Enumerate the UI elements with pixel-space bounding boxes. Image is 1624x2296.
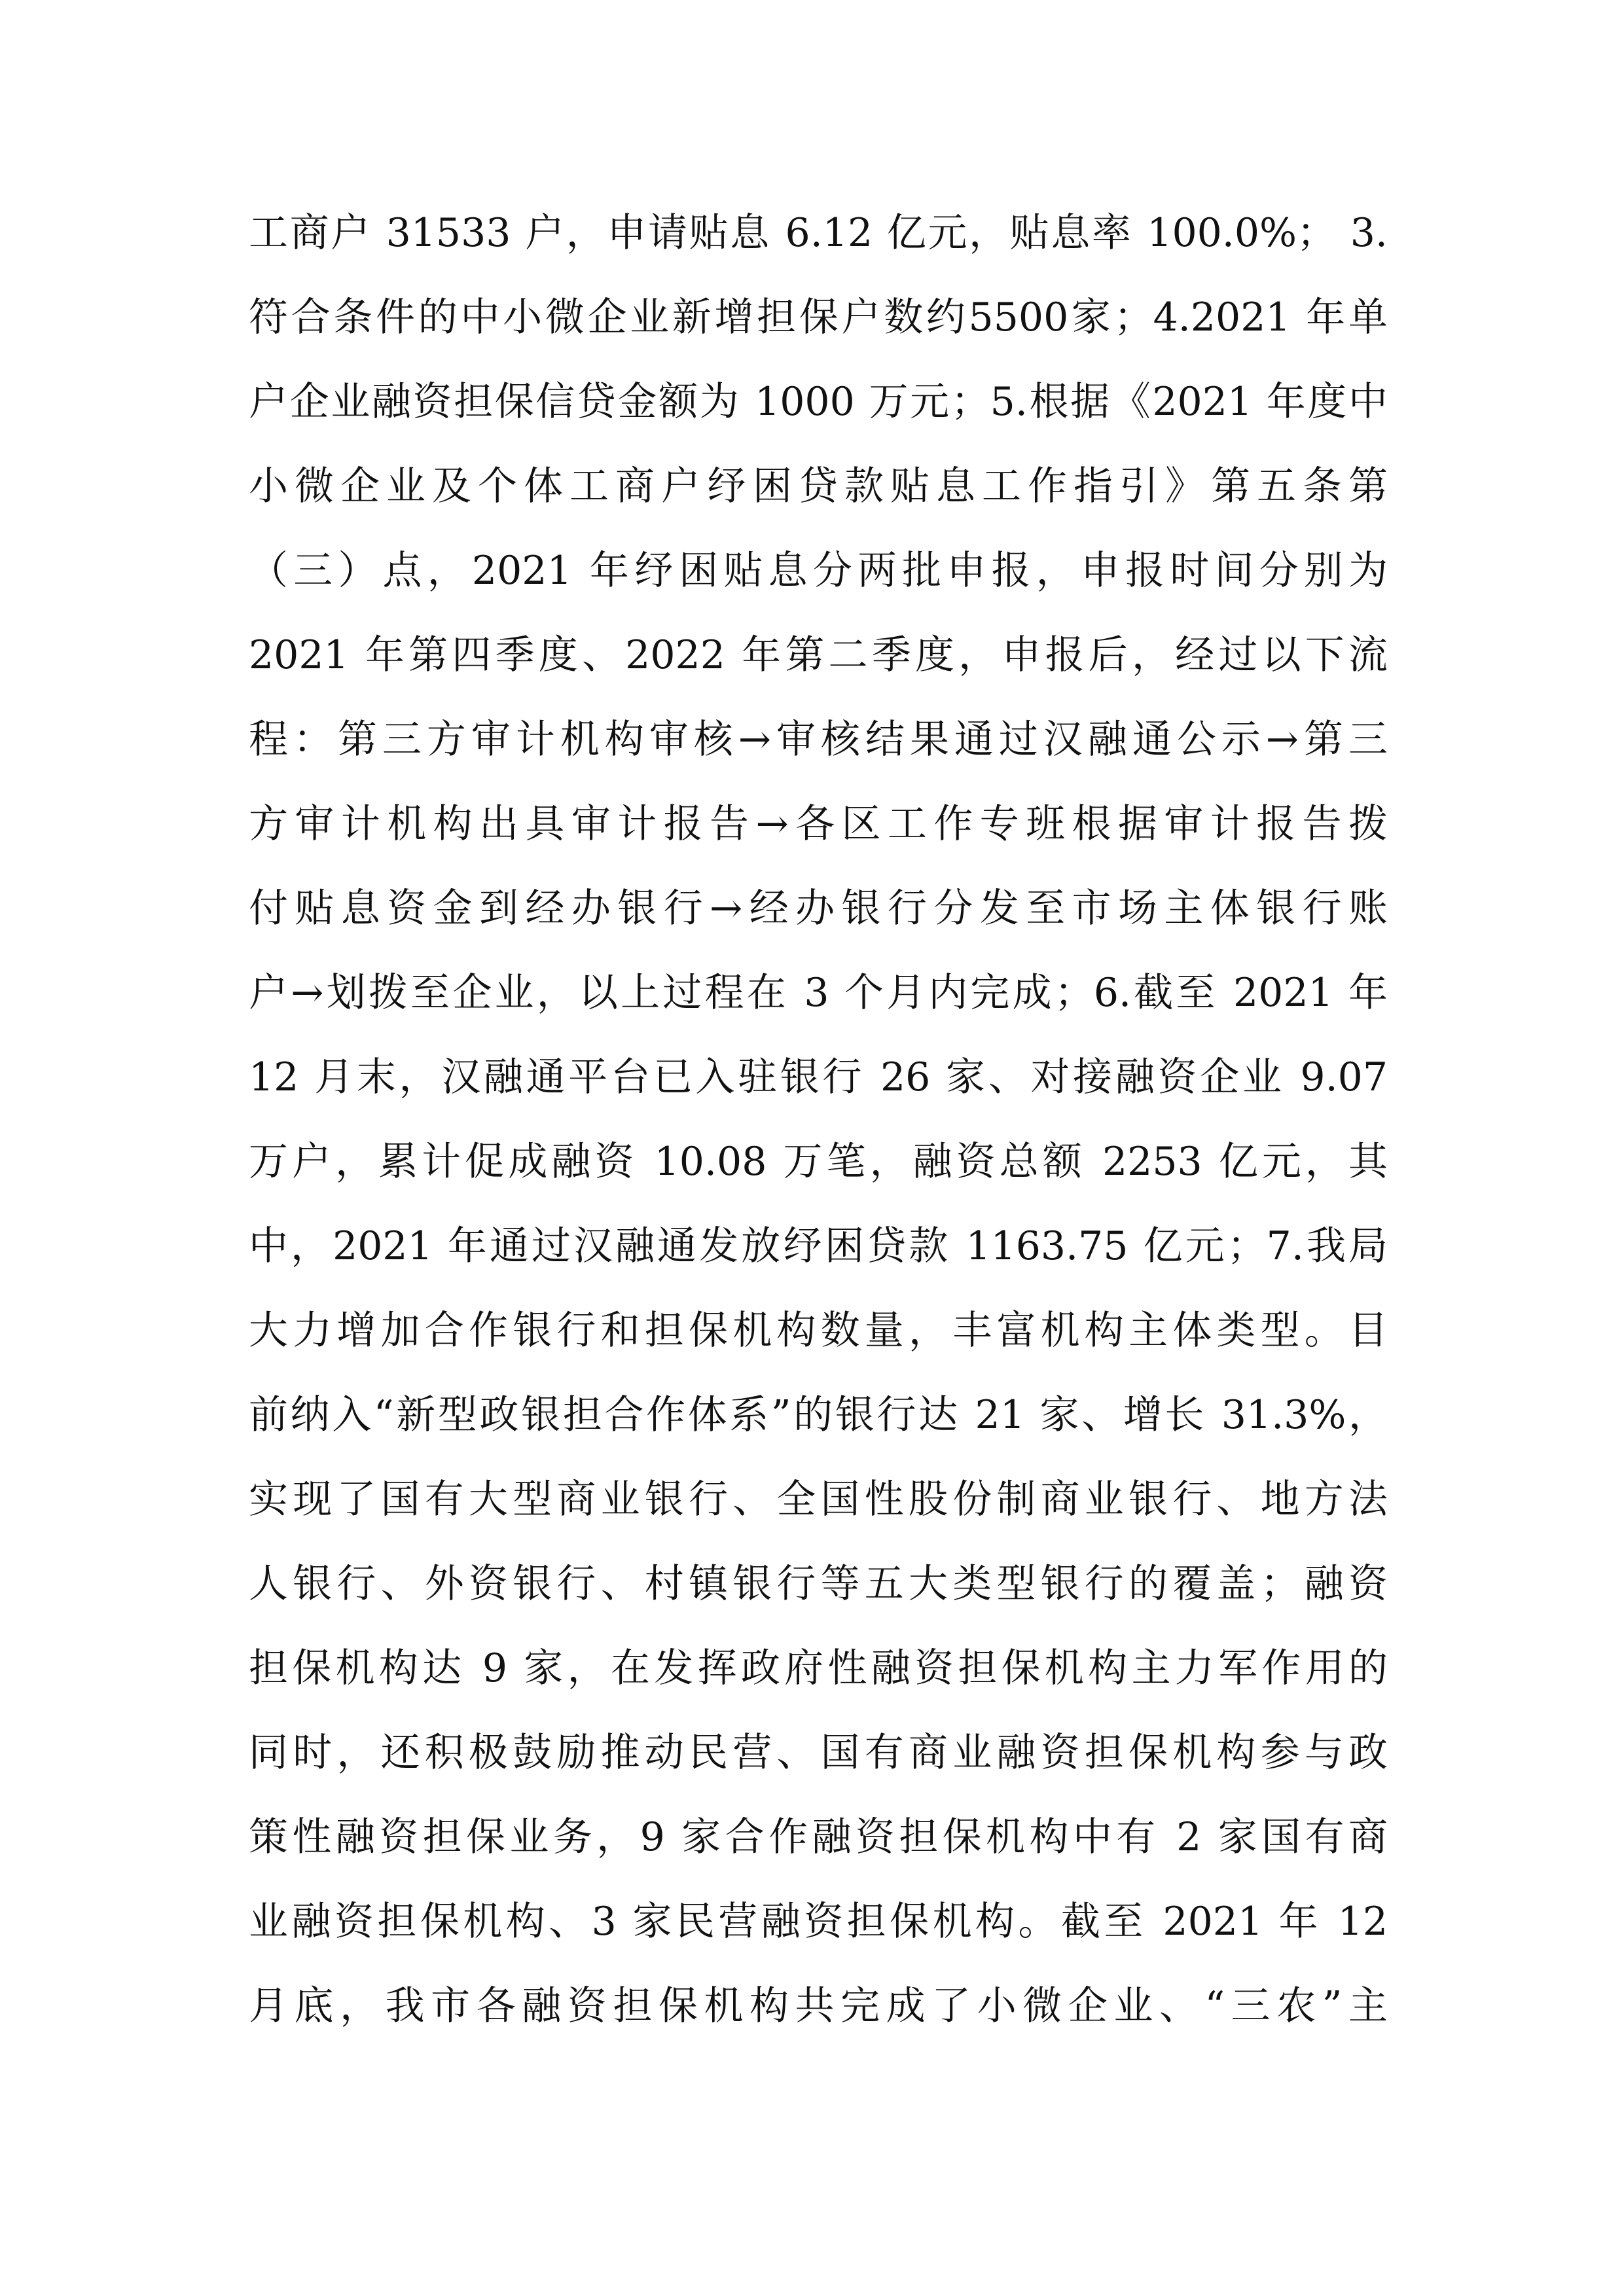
text-line-2: 符合条件的中小微企业新增担保户数约5500家；4.2021 年单 bbox=[249, 295, 1388, 340]
text-line-21: 业融资担保机构、3 家民营融资担保机构。截至 2021 年 12 bbox=[249, 1899, 1388, 1945]
text-line-4: 小微企业及个体工商户纾困贷款贴息工作指引》第五条第 bbox=[249, 463, 1388, 509]
text-line-14: 大力增加合作银行和担保机构数量，丰富机构主体类型。目 bbox=[249, 1308, 1388, 1354]
text-line-18: 担保机构达 9 家，在发挥政府性融资担保机构主力军作用的 bbox=[249, 1645, 1388, 1691]
text-line-6: 2021 年第四季度、2022 年第二季度，申报后，经过以下流 bbox=[249, 632, 1388, 678]
text-line-19: 同时，还积极鼓励推动民营、国有商业融资担保机构参与政 bbox=[249, 1730, 1388, 1776]
text-line-15: 前纳入“新型政银担合作体系”的银行达 21 家、增长 31.3%， bbox=[249, 1392, 1388, 1438]
text-line-13: 中，2021 年通过汉融通发放纾困贷款 1163.75 亿元；7.我局 bbox=[249, 1223, 1388, 1269]
text-line-17: 人银行、外资银行、村镇银行等五大类型银行的覆盖；融资 bbox=[249, 1561, 1388, 1607]
text-line-3: 户企业融资担保信贷金额为 1000 万元；5.根据《2021 年度中 bbox=[249, 379, 1388, 425]
text-line-16: 实现了国有大型商业银行、全国性股份制商业银行、地方法 bbox=[249, 1477, 1388, 1522]
text-line-10: 户→划拨至企业，以上过程在 3 个月内完成；6.截至 2021 年 bbox=[249, 970, 1388, 1016]
text-line-8: 方审计机构出具审计报告→各区工作专班根据审计报告拨 bbox=[249, 801, 1388, 847]
text-line-7: 程：第三方审计机构审核→审核结果通过汉融通公示→第三 bbox=[249, 717, 1388, 762]
text-line-5: （三）点，2021 年纾困贴息分两批申报，申报时间分别为 bbox=[249, 548, 1388, 594]
text-line-20: 策性融资担保业务，9 家合作融资担保机构中有 2 家国有商 bbox=[249, 1814, 1388, 1860]
text-line-12: 万户，累计促成融资 10.08 万笔，融资总额 2253 亿元，其 bbox=[249, 1139, 1388, 1185]
text-line-11: 12 月末，汉融通平台已入驻银行 26 家、对接融资企业 9.07 bbox=[249, 1054, 1388, 1100]
text-line-1: 工商户 31533 户，申请贴息 6.12 亿元，贴息率 100.0%； 3. bbox=[249, 210, 1388, 256]
text-line-9: 付贴息资金到经办银行→经办银行分发至市场主体银行账 bbox=[249, 886, 1388, 931]
text-line-22: 月底，我市各融资担保机构共完成了小微企业、“三农”主 bbox=[249, 1983, 1388, 2029]
body-text bbox=[249, 191, 1388, 2049]
